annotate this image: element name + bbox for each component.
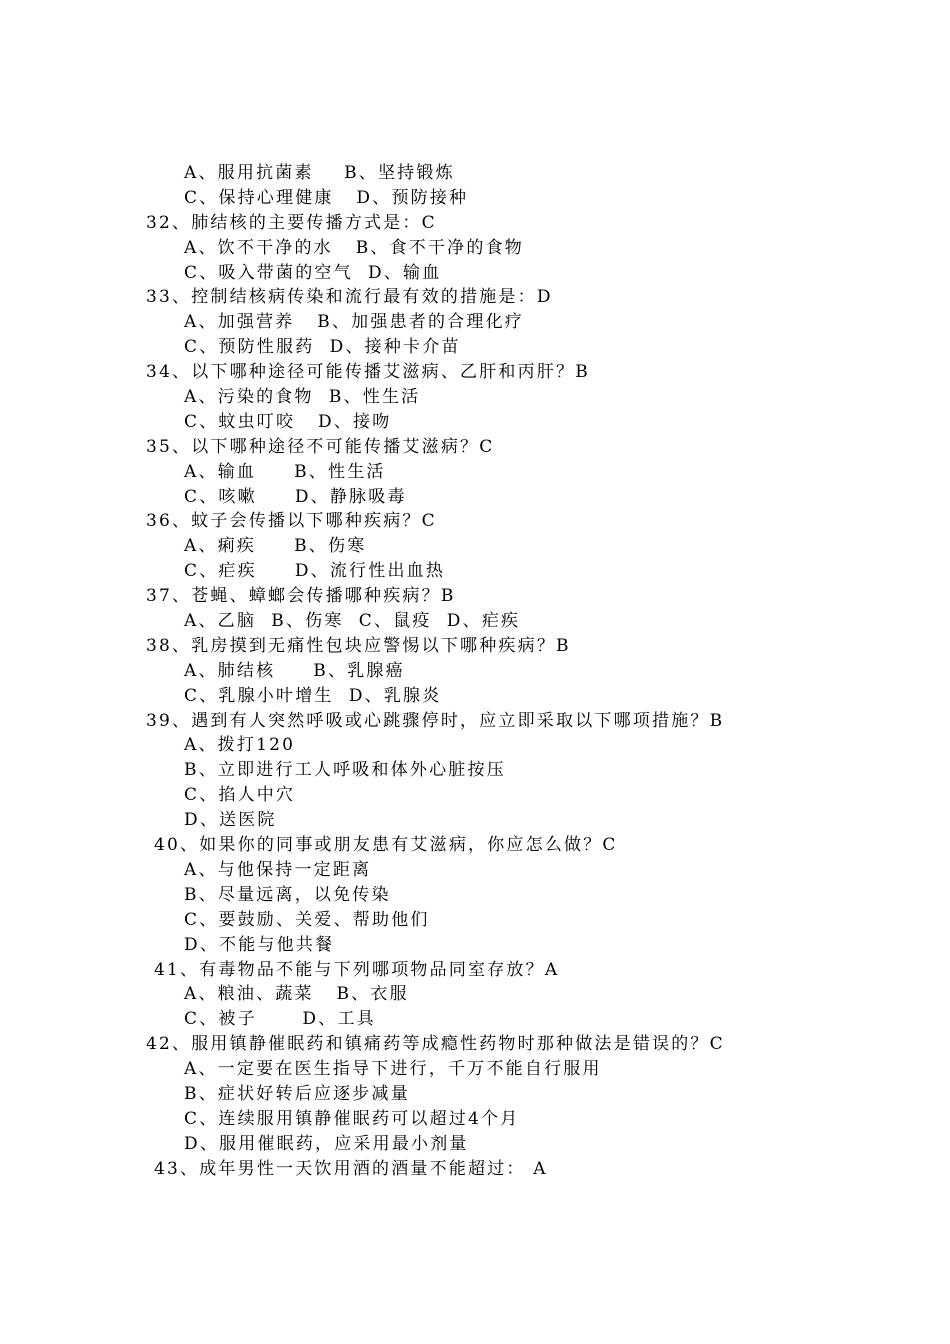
question-text: 38、乳房摸到无痛性包块应警惕以下哪种疾病？B: [146, 635, 571, 656]
question-text: 40、如果你的同事或朋友患有艾滋病，你应怎么做？C: [154, 835, 618, 856]
answer-options: B、症状好转后应逐步减量: [184, 1083, 410, 1104]
question-text: 39、遇到有人突然呼吸或心跳骤停时，应立即采取以下哪项措施？B: [146, 710, 725, 731]
answer-options: A、服用抗菌素 B、坚持锻炼: [184, 163, 455, 183]
question-text: 36、蚊子会传播以下哪种疾病？C: [146, 511, 437, 532]
answer-options: C、连续服用镇静催眠药可以超过4个月: [184, 1108, 520, 1129]
question-text: 41、有毒物品不能与下列哪项物品同室存放？A: [154, 959, 560, 980]
answer-options: A、拨打120: [184, 735, 296, 756]
answer-options: C、被子 D、工具: [184, 1009, 376, 1030]
question-text: 37、苍蝇、蟑螂会传播哪种疾病？B: [146, 586, 456, 607]
answer-options: C、要鼓励、关爱、帮助他们: [184, 909, 430, 930]
answer-options: D、服用催眠药，应采用最小剂量: [184, 1133, 469, 1154]
answer-options: A、粮油、蔬菜 B、衣服: [184, 984, 409, 1005]
answer-options: B、立即进行工人呼吸和体外心脏按压: [184, 760, 506, 781]
answer-options: D、送医院: [184, 810, 277, 831]
answer-options: A、一定要在医生指导下进行，千万不能自行服用: [184, 1059, 602, 1080]
answer-options: C、预防性服药 D、接种卡介苗: [184, 337, 461, 358]
question-list: [146, 161, 906, 1182]
answer-options: A、乙脑 B、伤寒 C、鼠疫 D、疟疾: [184, 611, 521, 632]
question-text: 43、成年男性一天饮用酒的酒量不能超过： A: [154, 1158, 548, 1179]
question-text: 32、肺结核的主要传播方式是：C: [146, 212, 437, 233]
answer-options: B、尽量远离，以免传染: [184, 884, 391, 905]
answer-options: C、掐人中穴: [184, 785, 296, 806]
answer-options: A、肺结核 B、乳腺癌: [184, 660, 405, 681]
question-text: 33、控制结核病传染和流行最有效的措施是：D: [146, 287, 553, 308]
answer-options: C、咳嗽 D、静脉吸毒: [184, 486, 407, 507]
answer-options: A、与他保持一定距离: [184, 859, 372, 880]
answer-options: C、疟疾 D、流行性出血热: [184, 561, 446, 582]
answer-options: C、吸入带菌的空气 D、输血: [184, 262, 442, 283]
answer-options: D、不能与他共餐: [184, 934, 335, 955]
answer-options: A、痢疾 B、伤寒: [184, 536, 367, 557]
answer-options: A、加强营养 B、加强患者的合理化疗: [184, 312, 524, 333]
question-text: 35、以下哪种途径不可能传播艾滋病？C: [146, 436, 495, 457]
answer-options: A、污染的食物 B、性生活: [184, 387, 421, 408]
answer-options: C、乳腺小叶增生 D、乳腺炎: [184, 685, 442, 706]
question-text: 34、以下哪种途径可能传播艾滋病、乙肝和丙肝？B: [146, 362, 590, 383]
answer-options: C、保持心理健康 D、预防接种: [184, 187, 469, 208]
answer-options: C、蚊虫叮咬 D、接吻: [184, 411, 392, 432]
answer-options: A、输血 B、性生活: [184, 461, 386, 482]
question-text: 42、服用镇静催眠药和镇痛药等成瘾性药物时那种做法是错误的？C: [146, 1034, 725, 1055]
answer-options: A、饮不干净的水 B、食不干净的食物: [184, 237, 524, 258]
